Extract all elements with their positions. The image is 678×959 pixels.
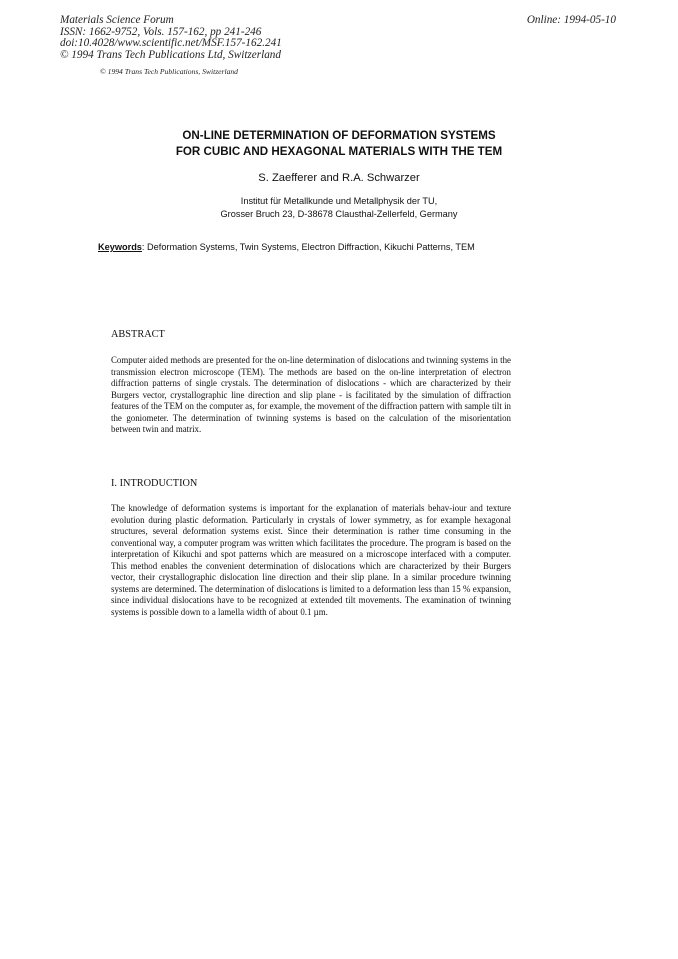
original-copyright: © 1994 Trans Tech Publications, Switzerland: [100, 67, 238, 76]
keywords-label: Keywords: [98, 242, 142, 252]
issn-line: ISSN: 1662-9752, Vols. 157-162, pp 241-246: [60, 25, 262, 38]
abstract-body: Computer aided methods are presented for the on-line determination of dislocations and twinning systems in the transmission electron microscope (TEM). The methods are based on the on-line interpretation of electron diffraction patterns of single crystals. The determination of dislocations - which are characterized by their Burgers vector, crystallographic line direction and slip plane - is facilitated by the simulation of diffraction features of the TEM on the computer as, for example, the movement of the diffraction pattern with sample tilt in the goniometer. The determination of twinning systems is based on the calculation of the misorientation between twin and matrix.: [111, 355, 511, 434]
journal-name: Materials Science Forum: [60, 14, 174, 26]
publisher-copyright: © 1994 Trans Tech Publications Ltd, Switzerland: [60, 48, 281, 61]
doi-link[interactable]: doi:10.4028/www.scientific.net/MSF.157-162.241: [60, 37, 282, 49]
affiliation-line-2: Grosser Bruch 23, D-38678 Clausthal-Zellerfeld, Germany: [220, 208, 458, 219]
paper-title: [0, 128, 678, 160]
authors: S. Zaefferer and R.A. Schwarzer: [258, 172, 420, 184]
affiliation-line-1: Institut für Metallkunde und Metallphysik der TU,: [240, 196, 438, 206]
online-date: Online: 1994-05-10: [526, 14, 616, 26]
keywords: [98, 242, 475, 252]
introduction-body: The knowledge of deformation systems is important for the explanation of materials behav-iour and texture evolution during plastic deformation. Particularly in crystals of lower symmetry, as for example hexagonal structures, several deformation systems exist. Since their determination is rather time consuming in the conventional way, a computer program was written which facilitates the procedure. The program is based on the interpretation of Kikuchi and spot patterns which are measured on a microscope interfaced with a computer. This method enables the convenient determination of dislocations which are characterized by their Burgers vector, their crystallographic dislocation line direction and their slip plane. In a similar procedure twinning systems are determined. The determination of dislocations is limited to a deformation less than 15 % expansion, since individual dislocations have to be recognized at extended tilt movements. The examination of twinning systems is possible down to a lamella width of about 0.1 µm.: [111, 503, 511, 617]
title-line-1: ON-LINE DETERMINATION OF DEFORMATION SYSTEMS: [182, 129, 496, 142]
keywords-list: : Deformation Systems, Twin Systems, Electron Diffraction, Kikuchi Patterns, TEM: [141, 242, 475, 252]
introduction-heading: I. INTRODUCTION: [111, 478, 198, 489]
abstract-heading: ABSTRACT: [111, 329, 165, 340]
affiliation: [0, 195, 678, 220]
title-line-2: FOR CUBIC AND HEXAGONAL MATERIALS WITH THE TEM: [175, 145, 503, 158]
journal-header: [60, 15, 282, 61]
